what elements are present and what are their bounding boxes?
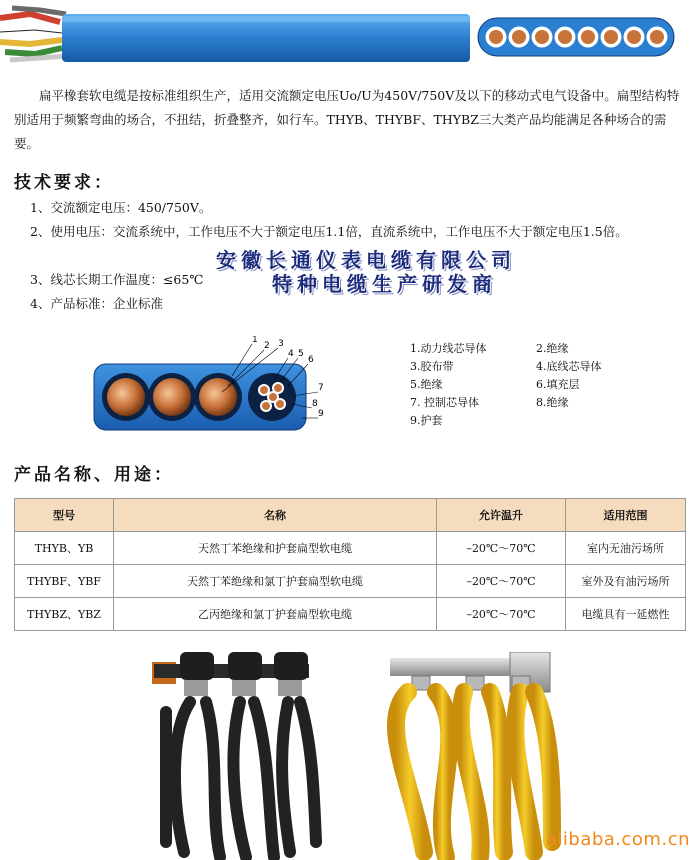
diagram-number-label: 9	[318, 409, 324, 419]
diagram-number-label: 5	[298, 349, 304, 359]
legend-item: 4.底线芯导体	[536, 360, 602, 373]
cell-name: 乙丙绝缘和氯丁护套扁型软电缆	[114, 598, 437, 631]
company-name: 安徽长通仪表电缆有限公司	[216, 248, 516, 272]
diagram-number-label: 7	[318, 383, 324, 393]
table-row	[15, 598, 686, 631]
intro-paragraph: 扁平橡套软电缆是按标准组织生产，适用交流额定电压Uo/U为450V/750V及以下的移动式电气设备中。扁型结构特别适用于频繁弯曲的场合，不扭结，折叠整齐，如行车。THYB、THYBF、THYBZ三大类产品均能满足各种场合的需要。	[14, 88, 680, 151]
flat-cable-photo	[0, 0, 470, 70]
cell-application: 电缆具有一延燃性	[566, 598, 686, 631]
col-header-model: 型号	[15, 499, 114, 532]
legend-item: 5.绝缘	[410, 378, 443, 391]
cell-temperature: –20℃～70℃	[437, 532, 566, 565]
copper-core	[650, 30, 664, 44]
copper-core	[512, 30, 526, 44]
cell-application: 室内无油污场所	[566, 532, 686, 565]
power-core-conductor	[199, 378, 237, 416]
black-cable-photo	[152, 652, 316, 857]
control-core-conductor	[274, 384, 282, 392]
legend-item: 8.绝缘	[536, 396, 569, 409]
table-row	[15, 565, 686, 598]
requirement-2: 2、使用电压：交流系统中，工作电压不大于额定电压1.1倍，直流系统中，工作电压不大于额定电压1.5倍。	[30, 224, 628, 239]
products-heading: 产品名称、用途：	[14, 465, 174, 485]
diagram-number-label: 1	[252, 336, 258, 345]
control-core-conductor	[262, 402, 270, 410]
col-header-temperature: 允许温升	[437, 499, 566, 532]
company-tagline: 特种电缆生产研发商	[272, 272, 497, 296]
table-row	[15, 532, 686, 565]
cell-model: THYB、YB	[15, 532, 114, 565]
copper-core	[604, 30, 618, 44]
diagram-number-label: 4	[288, 349, 294, 359]
cable-cross-section-photo	[476, 12, 676, 62]
legend-item: 9.护套	[410, 414, 443, 427]
copper-core	[581, 30, 595, 44]
copper-core	[627, 30, 641, 44]
cell-application: 室外及有油污场所	[566, 565, 686, 598]
cell-temperature: –20℃～70℃	[437, 565, 566, 598]
copper-core	[489, 30, 503, 44]
requirement-3: 3、线芯长期工作温度：≤65℃	[30, 272, 204, 287]
table-header-row	[15, 499, 686, 532]
diagram-number-label: 2	[264, 341, 270, 351]
yellow-cable-photo	[390, 652, 552, 857]
power-core-conductor	[153, 378, 191, 416]
cell-name: 天然丁苯绝缘和氯丁护套扁型软电缆	[114, 565, 437, 598]
copper-core	[535, 30, 549, 44]
cell-model: THYBZ、YBZ	[15, 598, 114, 631]
legend-item: 7. 控制芯导体	[410, 396, 479, 409]
legend-item: 6.填充层	[536, 378, 580, 391]
cell-name: 天然丁苯绝缘和护套扁型软电缆	[114, 532, 437, 565]
diagram-number-label: 8	[312, 399, 318, 409]
diagram-number-label: 3	[278, 339, 284, 349]
control-core-conductor	[260, 386, 268, 394]
cell-model: THYBF、YBF	[15, 565, 114, 598]
source-watermark: alibaba.com.cn	[545, 829, 690, 850]
products-table	[14, 498, 686, 631]
legend-item: 3.胶布带	[410, 360, 454, 373]
power-core-conductor	[107, 378, 145, 416]
legend-item: 1.动力线芯导体	[410, 342, 487, 355]
requirement-4: 4、产品标准：企业标准	[30, 296, 163, 311]
cell-temperature: –20℃～70℃	[437, 598, 566, 631]
cable-structure-diagram	[92, 336, 342, 446]
requirement-1: 1、交流额定电压：450/750V。	[30, 200, 212, 215]
copper-core	[558, 30, 572, 44]
control-core-conductor	[269, 393, 277, 401]
tech-requirements-heading: 技术要求：	[14, 173, 114, 193]
legend-item: 2.绝缘	[536, 342, 569, 355]
col-header-application: 适用范围	[566, 499, 686, 532]
diagram-number-label: 6	[308, 355, 314, 365]
col-header-name: 名称	[114, 499, 437, 532]
